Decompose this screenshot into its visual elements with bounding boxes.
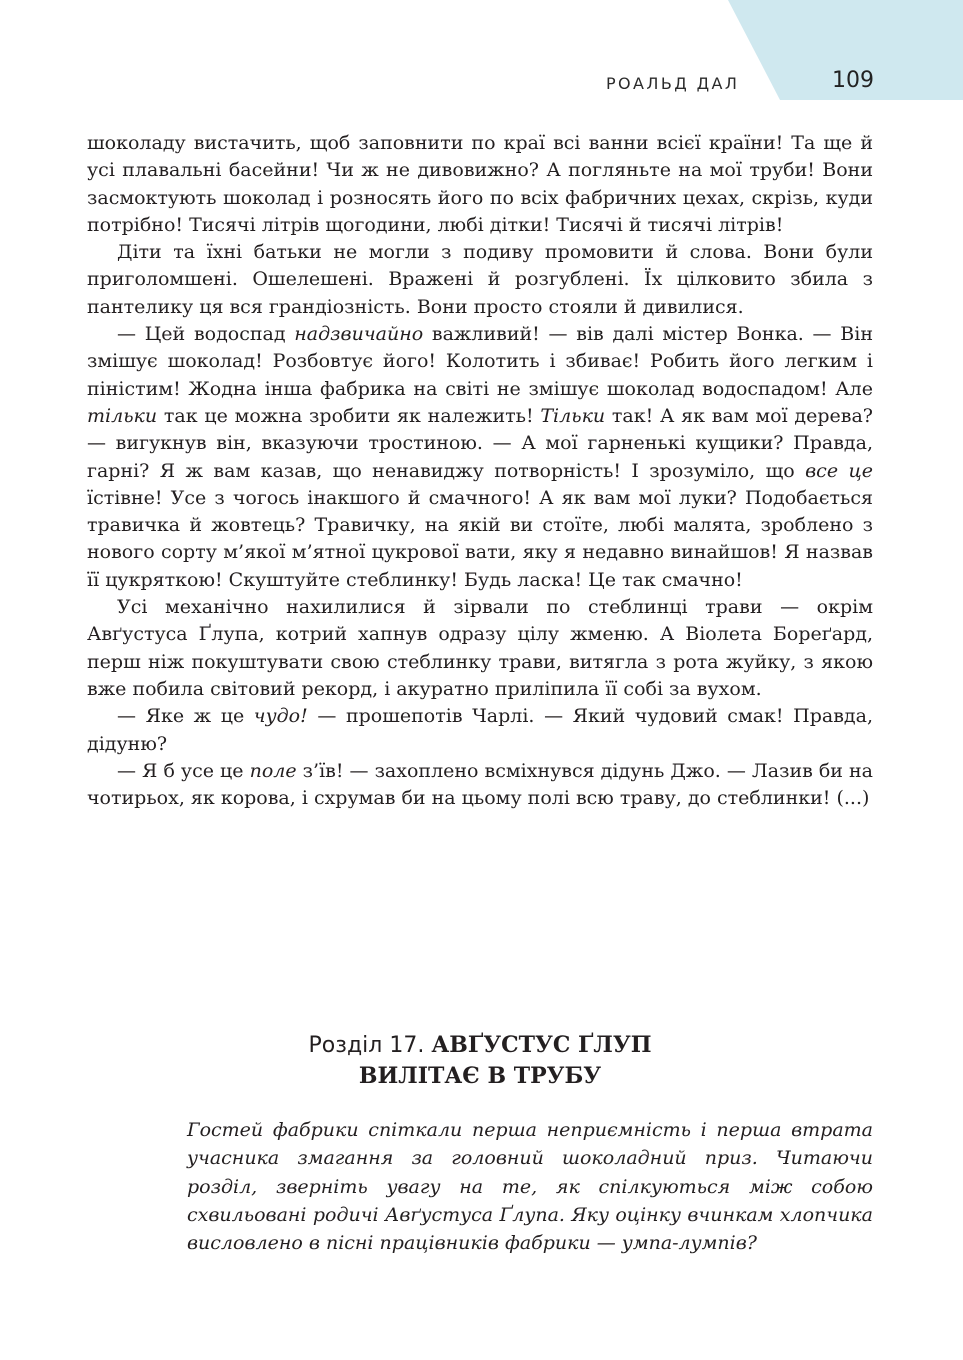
paragraph-text: — Я б усе це bbox=[117, 759, 250, 782]
paragraph bbox=[87, 239, 873, 321]
chapter-intro: Гостей фабрики спіткали перша неприємність і перша втрата учасника змагання за головний шоколадний приз. Читаючи розділ, зверніть увагу на те, як спілкуються між собою схвильовані родичі Авґустуса Ґлупа. Яку оцінку вчинкам хлопчика висловлено в пісні працівників фабрики — умпа-лумпів? bbox=[187, 1119, 873, 1255]
paragraph bbox=[87, 594, 873, 703]
paragraph-text: Діти та їхні батьки не могли з подиву промовити й слова. Вони були приголомшені. Ошелешені. Вражені й розгублені. Їх цілковито збила з пантелику ця вся грандіозність. Вони просто стояли й дивилися. bbox=[87, 241, 873, 318]
emphasis-text: тільки bbox=[87, 404, 158, 427]
paragraph-text: — Яке ж це bbox=[117, 705, 254, 728]
page-number: 109 bbox=[832, 68, 874, 93]
paragraph-text: важливий! — вів далі містер Вонка. — Він змішує шоколад! Розбовтує його! Колотить і збиває! Робить його легким і піністим! Жодна інша фабрика на світі не змішує шоколад водоспадом! Але bbox=[87, 323, 873, 400]
chapter-label: Розділ 17. bbox=[308, 1033, 425, 1058]
paragraph-text: їстівне! Усе з чогось інакшого й смачного! А як вам мої луки? Подобається травичка й жовтець? Травичку, на якій ви стоїте, любі малята, зроблено з нового сорту м’якої м’ятної цукрової вати, яку я недавно винайшов! Я назвав її цукряткою! Скуштуйте стеблинку! Будь ласка! Це так смачно! bbox=[87, 486, 873, 591]
paragraph-text: так! А як вам мої дерева? — вигукнув він, вказуючи тростиною. — А мої гарненькі кущики? Правда, гарні? Я ж вам казав, що ненавиджу потворність! І зрозуміло, що bbox=[87, 404, 873, 482]
emphasis-text: все це bbox=[805, 459, 873, 482]
paragraph-text: — прошепотів Чарлі. — Який чудовий смак! Правда, дідуню? bbox=[87, 705, 873, 755]
running-head: РОАЛЬД ДАЛ bbox=[606, 74, 740, 93]
paragraph bbox=[87, 703, 873, 758]
body-text bbox=[87, 130, 873, 812]
emphasis-text: надзвичайно bbox=[294, 323, 424, 346]
paragraph-text: з’їв! — захоплено всміхнувся дідунь Джо. — Лазив би на чотирьох, як корова, і схрумав би на цьому полі всю траву, до стеблинки! (...) bbox=[87, 759, 873, 810]
paragraph-text: Усі механічно нахилилися й зірвали по стеблинці трави — окрім Авґустуса Ґлупа, котрий хапнув одразу цілу жменю. А Віолета Бореґард, перш ніж покуштувати свою стеблинку трави, витягла з рота жуйку, з якою вже побила світовий рекорд, і акуратно приліпила її собі за вухом. bbox=[87, 596, 873, 700]
paragraph bbox=[87, 130, 873, 239]
paragraph bbox=[87, 321, 873, 594]
emphasis-text: чудо! bbox=[253, 705, 308, 728]
emphasis-text: Тільки bbox=[540, 404, 606, 427]
paragraph-text: — Цей водоспад bbox=[117, 323, 295, 346]
chapter-title bbox=[87, 1030, 873, 1092]
chapter-title-line2: ВИЛІТАЄ В ТРУБУ bbox=[358, 1063, 602, 1089]
emphasis-text: поле bbox=[249, 759, 297, 782]
paragraph-text: шоколаду вистачить, щоб заповнити по краї всі ванни всієї країни! Та ще й усі плавальні басейни! Чи ж не дивовижно? А погляньте на мої труби! Вони засмоктують шоколад і розносять його по всіх фабричних цехах, скрізь, куди потрібно! Тисячі літрів щогодини, любі дітки! Тисячі й тисячі літрів! bbox=[87, 132, 873, 236]
paragraph bbox=[87, 758, 873, 813]
chapter-title-line1: АВҐУСТУС ҐЛУП bbox=[431, 1032, 652, 1058]
paragraph-text: так це можна зробити як належить! bbox=[157, 404, 541, 427]
